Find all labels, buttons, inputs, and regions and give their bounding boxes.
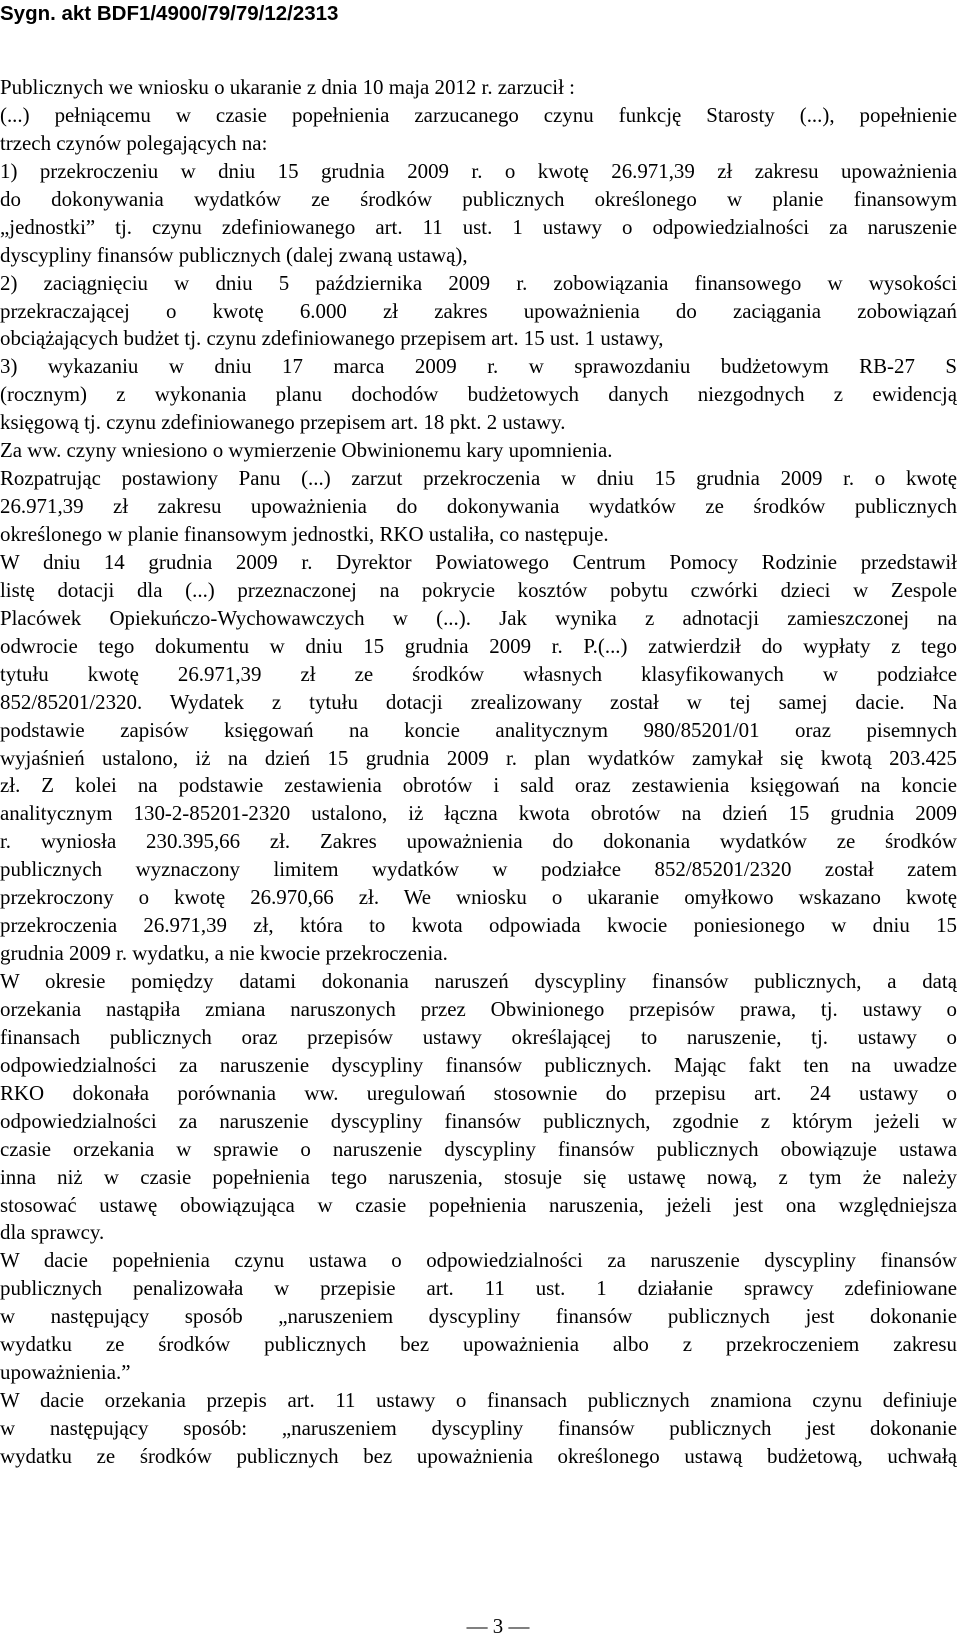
text-line: w następujący sposób „naruszeniem dyscypliny finansów publicznych jest dokonanie	[0, 1304, 957, 1329]
text-line: tytułu kwotę 26.971,39 zł ze środków własnych klasyfikowanych w podziałce	[0, 661, 957, 686]
text-line: określonego w planie finansowym jednostki, RKO ustaliła, co następuje.	[0, 522, 609, 546]
text-line: „jednostki” tj. czynu zdefiniowanego art. 11 ust. 1 ustawy o odpowiedzialności za naruszenie	[0, 214, 957, 239]
text-line: wyjaśnień ustalono, iż na dzień 15 grudnia 2009 r. plan wydatków zamykał się kwotą 203.425	[0, 745, 957, 770]
text-line: listę dotacji dla (...) przeznaczonej na pokrycie kosztów pobytu czwórki dzieci w Zespole	[0, 577, 957, 602]
text-line: W okresie pomiędzy datami dokonania naruszeń dyscypliny finansów publicznych, a datą	[0, 969, 957, 993]
text-line: Za ww. czyny wniesiono o wymierzenie Obwinionemu kary upomnienia.	[0, 438, 613, 463]
text-line: analitycznym 130-2-85201-2320 ustalono, iż łączna kwota obrotów na dzień 15 grudnia 2009	[0, 801, 957, 826]
text-line: odwrocie tego dokumentu w dniu 15 grudnia 2009 r. P.(...) zatwierdził do wypłaty z tego	[0, 633, 957, 658]
text-line: inna niż w czasie popełnienia tego naruszenia, stosuje się ustawę nową, z tym że należy	[0, 1164, 957, 1189]
text-line: (rocznym) z wykonania planu dochodów budżetowych danych niezgodnych z ewidencją	[0, 382, 957, 407]
text-line: W dacie popełnienia czynu ustawa o odpowiedzialności za naruszenie dyscypliny finansów	[0, 1248, 957, 1273]
text-line: finansach publicznych oraz przepisów ustawy określającej to naruszenie, tj. ustawy o	[0, 1024, 957, 1049]
text-line: stosować ustawę obowiązująca w czasie popełnienia naruszenia, jeżeli jest ona względniejsza	[0, 1192, 957, 1217]
text-line: grudnia 2009 r. wydatku, a nie kwocie przekroczenia.	[0, 941, 448, 966]
page-number: — 3 —	[466, 1614, 530, 1638]
text-line: do dokonywania wydatków ze środków publicznych określonego w planie finansowym	[0, 186, 957, 211]
text-line: obciążających budżet tj. czynu zdefiniowanego przepisem art. 15 ust. 1 ustawy,	[0, 326, 664, 351]
text-line: upoważnienia.”	[0, 1360, 131, 1385]
text-line: księgową tj. czynu zdefiniowanego przepisem art. 18 pkt. 2 ustawy.	[0, 410, 566, 435]
text-line: odpowiedzialności za naruszenie dyscypliny finansów publicznych. Mając fakt ten na uwadze	[0, 1052, 957, 1077]
text-line: publicznych wyznaczony limitem wydatków w podziałce 852/85201/2320 został zatem	[0, 857, 957, 882]
text-line: Rozpatrując postawiony Panu (...) zarzut przekroczenia w dniu 15 grudnia 2009 r. o kwotę	[0, 466, 957, 491]
text-line: W dacie orzekania przepis art. 11 ustawy o finansach publicznych znamiona czynu definiuje	[0, 1388, 957, 1413]
text-line: przekraczającej o kwotę 6.000 zł zakres upoważnienia do zaciągania zobowiązań	[0, 298, 957, 323]
text-line: W dniu 14 grudnia 2009 r. Dyrektor Powiatowego Centrum Pomocy Rodzinie przedstawił	[0, 549, 957, 574]
text-line: (...) pełniącemu w czasie popełnienia zarzucanego czynu funkcję Starosty (...), popełnienie	[0, 102, 957, 127]
text-line: 1) przekroczeniu w dniu 15 grudnia 2009 r. o kwotę 26.971,39 zł zakresu upoważnienia	[0, 158, 957, 183]
document-body	[0, 74, 957, 1471]
text-line: dyscypliny finansów publicznych (dalej zwaną ustawą),	[0, 242, 468, 267]
text-line: Placówek Opiekuńczo-Wychowawczych w (...). Jak wynika z adnotacji zamieszczonej na	[0, 605, 957, 630]
text-line: w następujący sposób: „naruszeniem dyscypliny finansów publicznych jest dokonanie	[0, 1416, 957, 1440]
text-line: wydatku ze środków publicznych bez upoważnienia określonego ustawą budżetową, uchwałą	[0, 1443, 957, 1468]
text-line: 2) zaciągnięciu w dniu 5 października 2009 r. zobowiązania finansowego w wysokości	[0, 270, 957, 295]
text-line: przekroczony o kwotę 26.970,66 zł. We wniosku o ukaranie omyłkowo wskazano kwotę	[0, 885, 957, 910]
text-line: odpowiedzialności za naruszenie dyscypliny finansów publicznych, zgodnie z którym jeżeli w	[0, 1108, 957, 1133]
text-line: zł. Z kolei na podstawie zestawienia obrotów i sald oraz zestawienia księgowań na koncie	[0, 773, 957, 798]
text-line: trzech czynów polegających na:	[0, 130, 268, 155]
text-line: podstawie zapisów księgowań na koncie analitycznym 980/85201/01 oraz pisemnych	[0, 717, 957, 742]
text-line: 26.971,39 zł zakresu upoważnienia do dokonywania wydatków ze środków publicznych	[0, 494, 957, 519]
text-line: dla sprawcy.	[0, 1220, 105, 1245]
text-line: publicznych penalizowała w przepisie art. 11 ust. 1 działanie sprawcy zdefiniowane	[0, 1276, 957, 1301]
text-line: 3) wykazaniu w dniu 17 marca 2009 r. w sprawozdaniu budżetowym RB-27 S	[0, 354, 957, 379]
text-line: Publicznych we wniosku o ukaranie z dnia 10 maja 2012 r. zarzucił :	[0, 75, 575, 99]
text-line: wydatku ze środków publicznych bez upoważnienia albo z przekroczeniem zakresu	[0, 1332, 957, 1357]
text-line: 852/85201/2320. Wydatek z tytułu dotacji zrealizowany został w tej samej dacie. Na	[0, 689, 957, 714]
text-line: przekroczenia 26.971,39 zł, która to kwota odpowiada kwocie poniesionego w dniu 15	[0, 913, 957, 938]
text-line: orzekania nastąpiła zmiana naruszonych przez Obwinionego przepisów prawa, tj. ustawy o	[0, 996, 957, 1021]
case-number-header: Sygn. akt BDF1/4900/79/79/12/2313	[0, 2, 339, 25]
text-line: czasie orzekania w sprawie o naruszenie dyscypliny finansów publicznych obowiązuje ustawa	[0, 1136, 957, 1161]
text-line: r. wyniosła 230.395,66 zł. Zakres upoważnienia do dokonania wydatków ze środków	[0, 829, 957, 854]
text-line: RKO dokonała porównania ww. uregulowań stosownie do przepisu art. 24 ustawy o	[0, 1080, 957, 1105]
